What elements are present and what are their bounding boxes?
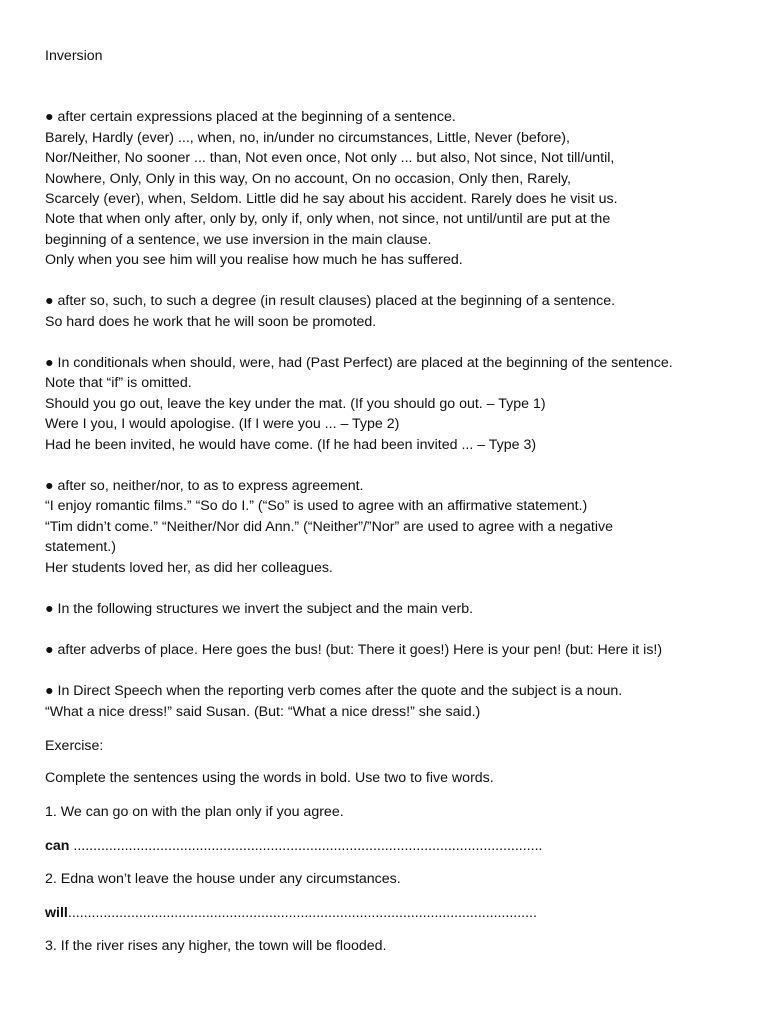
text-line: Scarcely (ever), when, Seldom. Little did he say about his accident. Rarely does he visit us. [45, 191, 618, 207]
text-line: beginning of a sentence, we use inversion in the main clause. [45, 232, 432, 248]
text-line: Only when you see him will you realise how much he has suffered. [45, 252, 463, 268]
section-heading: ● after certain expressions placed at the beginning of a sentence. [45, 109, 456, 125]
keyword: can [45, 838, 70, 854]
answer-line[interactable] [45, 903, 537, 923]
text-line: Had he been invited, he would have come. (If he had been invited ... – Type 3) [45, 437, 537, 453]
section-heading: ● after so, neither/nor, to as to express agreement. [45, 478, 364, 494]
exercise-sentence: 1. We can go on with the plan only if you agree. [45, 804, 344, 820]
answer-dots: ....................................................................................................................... [67, 905, 537, 921]
text-line: statement.) [45, 539, 116, 555]
text-line: “What a nice dress!” said Susan. (But: “What a nice dress!” she said.) [45, 704, 481, 720]
page-title: Inversion [45, 48, 103, 64]
text-line: Note that when only after, only by, only if, only when, not since, not until/until are put at the [45, 211, 611, 227]
text-line: So hard does he work that he will soon be promoted. [45, 314, 377, 330]
exercise-sentence: 2. Edna won’t leave the house under any circumstances. [45, 871, 401, 887]
text-line: “Tim didn’t come.” “Neither/Nor did Ann.” (“Neither”/”Nor” are used to agree with a negative [45, 519, 613, 535]
text-line: “I enjoy romantic films.” “So do I.” (“So” is used to agree with an affirmative statement.) [45, 498, 588, 514]
section-heading: ● after so, such, to such a degree (in result clauses) placed at the beginning of a sentence. [45, 293, 616, 309]
text-line: Barely, Hardly (ever) ..., when, no, in/under no circumstances, Little, Never (before), [45, 130, 570, 146]
section-heading: ● In conditionals when should, were, had (Past Perfect) are placed at the beginning of the sentence. [45, 355, 673, 371]
text-line: Were I you, I would apologise. (If I were you ... – Type 2) [45, 416, 400, 432]
answer-line[interactable] [45, 836, 542, 856]
keyword: will [45, 905, 68, 921]
answer-dots: ....................................................................................................................... [69, 838, 543, 854]
section-heading: ● In the following structures we invert the subject and the main verb. [45, 601, 474, 617]
text-line: Nowhere, Only, Only in this way, On no account, On no occasion, Only then, Rarely, [45, 171, 571, 187]
text-line: Nor/Neither, No sooner ... than, Not even once, Not only ... but also, Not since, Not till/until, [45, 150, 615, 166]
exercise-sentence: 3. If the river rises any higher, the town will be flooded. [45, 938, 387, 954]
text-line: Should you go out, leave the key under the mat. (If you should go out. – Type 1) [45, 396, 546, 412]
section-heading: ● after adverbs of place. Here goes the bus! (but: There it goes!) Here is your pen! (but: Here it is!) [45, 642, 663, 658]
text-line: Her students loved her, as did her colleagues. [45, 560, 333, 576]
text-line: Note that “if” is omitted. [45, 375, 192, 391]
exercise-label: Exercise: [45, 738, 104, 754]
section-heading: ● In Direct Speech when the reporting verb comes after the quote and the subject is a noun. [45, 683, 623, 699]
exercise-instruction: Complete the sentences using the words in bold. Use two to five words. [45, 770, 494, 786]
